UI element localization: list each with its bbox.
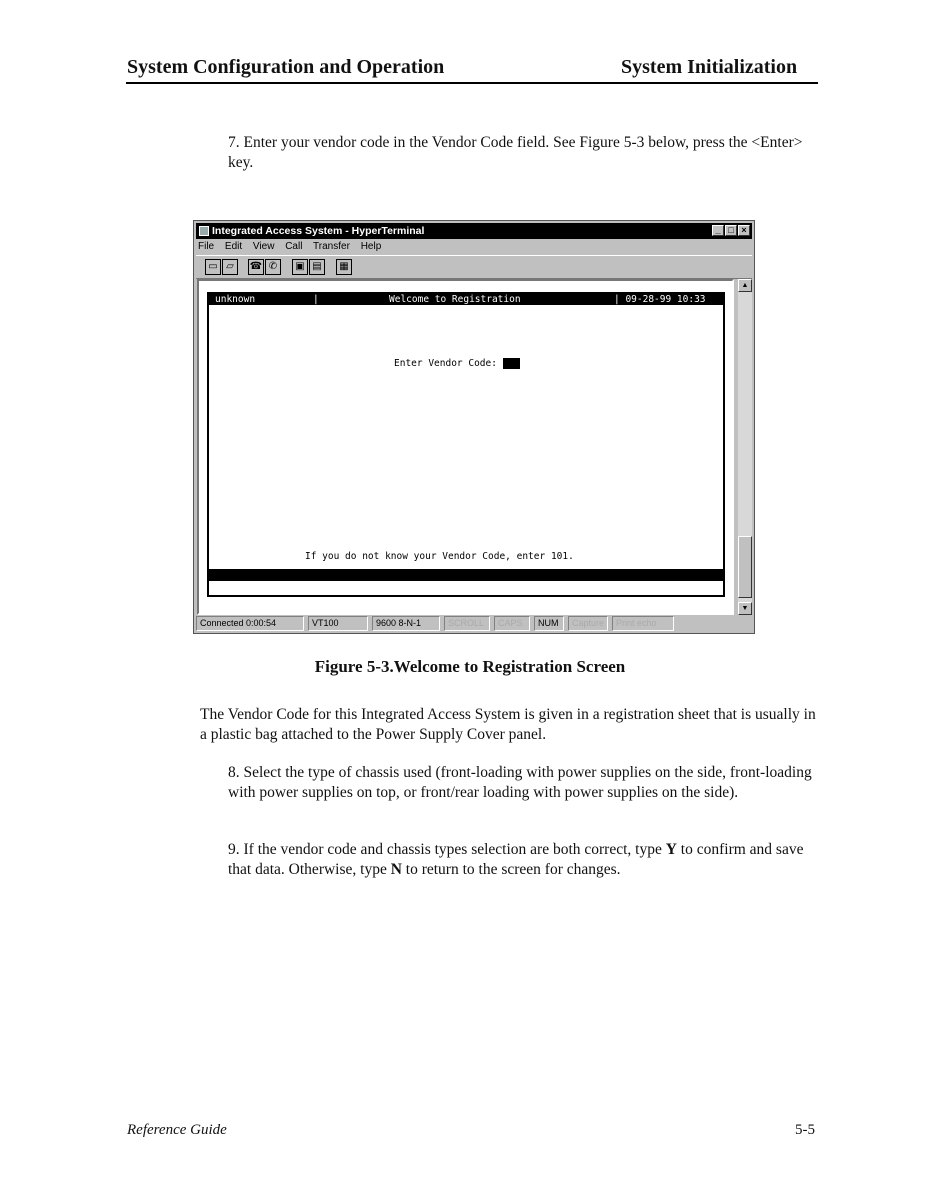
terminal-status-line bbox=[209, 294, 723, 305]
step-9-paragraph bbox=[228, 840, 820, 880]
menu-bar bbox=[198, 240, 389, 254]
status-port: 9600 8-N-1 bbox=[372, 616, 440, 631]
figure-caption: Figure 5-3.Welcome to Registration Screen bbox=[314, 657, 626, 676]
status-bar bbox=[196, 616, 752, 631]
header-chapter-title: System Configuration and Operation bbox=[127, 56, 445, 78]
footer-page-number: 5-5 bbox=[795, 1122, 815, 1138]
status-capture: Capture bbox=[568, 616, 608, 631]
vendor-code-label: Enter Vendor Code: bbox=[394, 358, 497, 369]
toolbar bbox=[196, 255, 752, 279]
menu-view[interactable]: View bbox=[252, 241, 275, 252]
terminal-user: unknown bbox=[215, 294, 256, 305]
step-8-paragraph: 8. Select the type of chassis used (front-loading with power supplies on the side, front-loading with power supplies on top, or front/rear loading with power supplies on the side). bbox=[228, 764, 812, 801]
terminal-screen[interactable] bbox=[207, 292, 725, 597]
header-rule bbox=[126, 82, 818, 84]
disconnect-icon[interactable]: ✆ bbox=[265, 259, 281, 275]
step-7-paragraph: 7. Enter your vendor code in the Vendor Code field. See Figure 5-3 below, press the <Enter> key. bbox=[228, 134, 803, 171]
menu-help[interactable]: Help bbox=[360, 241, 382, 252]
vendor-code-hint: If you do not know your Vendor Code, enter 101. bbox=[305, 551, 574, 562]
status-scroll: SCROLL bbox=[444, 616, 490, 631]
terminal-separator: | bbox=[313, 294, 319, 305]
window-titlebar[interactable] bbox=[196, 223, 752, 239]
window-title: Integrated Access System - HyperTerminal bbox=[212, 225, 425, 237]
connect-icon[interactable]: ☎ bbox=[248, 259, 264, 275]
vendor-code-note: The Vendor Code for this Integrated Access System is given in a registration sheet that is usually in a plastic bag attached to the Power Supply Cover panel. bbox=[200, 706, 816, 743]
status-connected: Connected 0:00:54 bbox=[196, 616, 304, 631]
scroll-down-icon[interactable]: ▼ bbox=[738, 602, 752, 615]
status-print-echo: Print echo bbox=[612, 616, 674, 631]
header-section-title: System Initialization bbox=[621, 56, 798, 78]
hyperterminal-window bbox=[193, 220, 755, 634]
hyperterminal-app-icon bbox=[199, 226, 209, 236]
close-button[interactable]: × bbox=[738, 225, 750, 236]
properties-icon[interactable]: ▦ bbox=[336, 259, 352, 275]
scroll-up-icon[interactable]: ▲ bbox=[738, 279, 752, 292]
vendor-code-input[interactable] bbox=[503, 358, 520, 369]
new-icon[interactable]: ▭ bbox=[205, 259, 221, 275]
minimize-button[interactable]: _ bbox=[712, 225, 724, 236]
terminal-frame bbox=[197, 279, 734, 615]
menu-transfer[interactable]: Transfer bbox=[313, 241, 350, 252]
receive-icon[interactable]: ▤ bbox=[309, 259, 325, 275]
step-9-text-1: 9. If the vendor code and chassis types selection are both correct, type bbox=[228, 841, 666, 858]
step-9-text-3: to return to the screen for changes. bbox=[401, 861, 621, 878]
send-icon[interactable]: ▣ bbox=[292, 259, 308, 275]
vendor-code-prompt bbox=[394, 358, 520, 369]
status-caps: CAPS bbox=[494, 616, 530, 631]
menu-file[interactable]: File bbox=[198, 241, 215, 252]
terminal-screen-title: Welcome to Registration bbox=[389, 294, 521, 305]
key-n: N bbox=[390, 861, 402, 878]
open-icon[interactable]: ▱ bbox=[222, 259, 238, 275]
step-9-text-2: to confirm and save that data. Otherwise, type bbox=[228, 841, 804, 878]
terminal-bottom-bar bbox=[209, 569, 723, 581]
maximize-button[interactable]: □ bbox=[725, 225, 737, 236]
footer-guide-title: Reference Guide bbox=[127, 1122, 227, 1138]
scroll-thumb[interactable] bbox=[738, 536, 752, 598]
vertical-scrollbar[interactable] bbox=[738, 279, 752, 615]
menu-call[interactable]: Call bbox=[285, 241, 303, 252]
menu-edit[interactable]: Edit bbox=[224, 241, 243, 252]
key-y: Y bbox=[665, 841, 677, 858]
status-emulation: VT100 bbox=[308, 616, 368, 631]
terminal-datetime: | 09-28-99 10:33 bbox=[614, 294, 706, 305]
status-num: NUM bbox=[534, 616, 564, 631]
